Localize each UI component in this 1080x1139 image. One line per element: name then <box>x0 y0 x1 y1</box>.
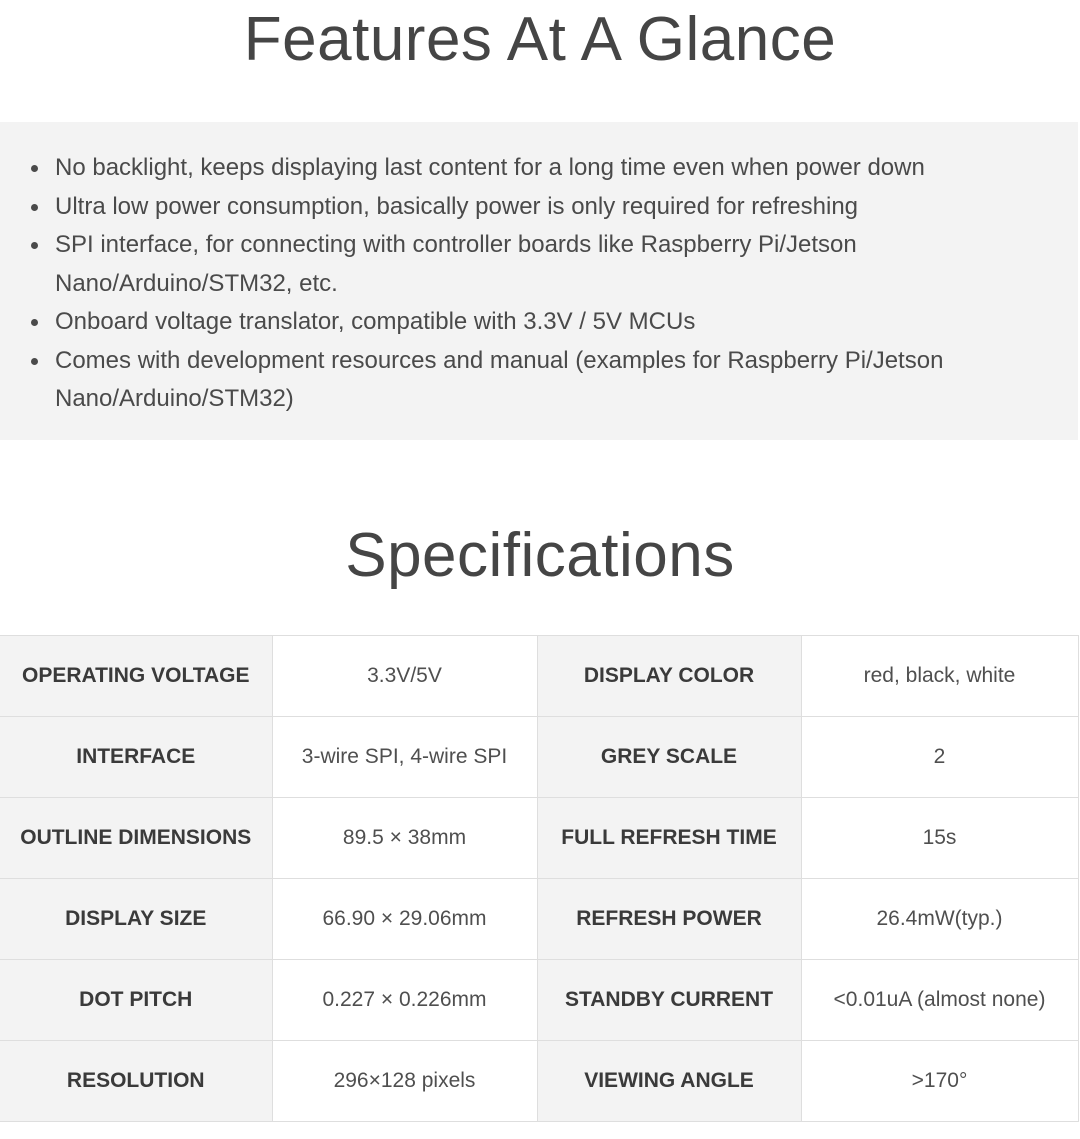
list-item <box>0 303 1078 342</box>
features-title: Features At A Glance <box>243 5 837 74</box>
spec-label: VIEWING ANGLE <box>537 1041 801 1122</box>
table-row <box>0 879 1078 960</box>
bullet-icon <box>31 204 38 211</box>
spec-label: OPERATING VOLTAGE <box>0 636 272 717</box>
spec-label: REFRESH POWER <box>537 879 801 960</box>
feature-text: SPI interface, for connecting with controller boards like Raspberry Pi/Jetson Nano/Arduino/STM32, etc. <box>55 231 857 297</box>
spec-label: INTERFACE <box>0 717 272 798</box>
spec-label: DISPLAY SIZE <box>0 879 272 960</box>
bullet-icon <box>31 165 38 172</box>
bullet-icon <box>31 242 38 249</box>
spec-value: <0.01uA (almost none) <box>801 960 1078 1041</box>
table-row <box>0 1041 1078 1122</box>
specifications-table <box>0 635 1079 1122</box>
features-list <box>0 122 1078 419</box>
spec-value: 66.90 × 29.06mm <box>272 879 537 960</box>
spec-label: DISPLAY COLOR <box>537 636 801 717</box>
specifications-title: Specifications <box>345 521 735 590</box>
table-row <box>0 960 1078 1041</box>
feature-text: No backlight, keeps displaying last content for a long time even when power down <box>55 154 925 181</box>
spec-value: red, black, white <box>801 636 1078 717</box>
list-item <box>0 342 1078 419</box>
features-box <box>0 122 1078 440</box>
spec-value: 26.4mW(typ.) <box>801 879 1078 960</box>
spec-value: 2 <box>801 717 1078 798</box>
spec-value: 3-wire SPI, 4-wire SPI <box>272 717 537 798</box>
feature-text: Onboard voltage translator, compatible with 3.3V / 5V MCUs <box>55 308 696 335</box>
spec-value: 89.5 × 38mm <box>272 798 537 879</box>
list-item <box>0 149 1078 188</box>
spec-value: >170° <box>801 1041 1078 1122</box>
spec-value: 3.3V/5V <box>272 636 537 717</box>
feature-text: Comes with development resources and manual (examples for Raspberry Pi/Jetson Nano/Arduino/STM32) <box>55 346 944 412</box>
spec-label: FULL REFRESH TIME <box>537 798 801 879</box>
spec-value: 15s <box>801 798 1078 879</box>
spec-label: STANDBY CURRENT <box>537 960 801 1041</box>
spec-label: GREY SCALE <box>537 717 801 798</box>
feature-text: Ultra low power consumption, basically power is only required for refreshing <box>55 192 859 220</box>
list-item <box>0 226 1078 303</box>
spec-label: DOT PITCH <box>0 960 272 1041</box>
list-item <box>0 188 1078 227</box>
spec-value: 296×128 pixels <box>272 1041 537 1122</box>
table-row <box>0 798 1078 879</box>
table-row <box>0 636 1078 717</box>
spec-label: OUTLINE DIMENSIONS <box>0 798 272 879</box>
spec-value: 0.227 × 0.226mm <box>272 960 537 1041</box>
spec-label: RESOLUTION <box>0 1041 272 1122</box>
bullet-icon <box>31 358 38 365</box>
table-row <box>0 717 1078 798</box>
bullet-icon <box>31 319 38 326</box>
